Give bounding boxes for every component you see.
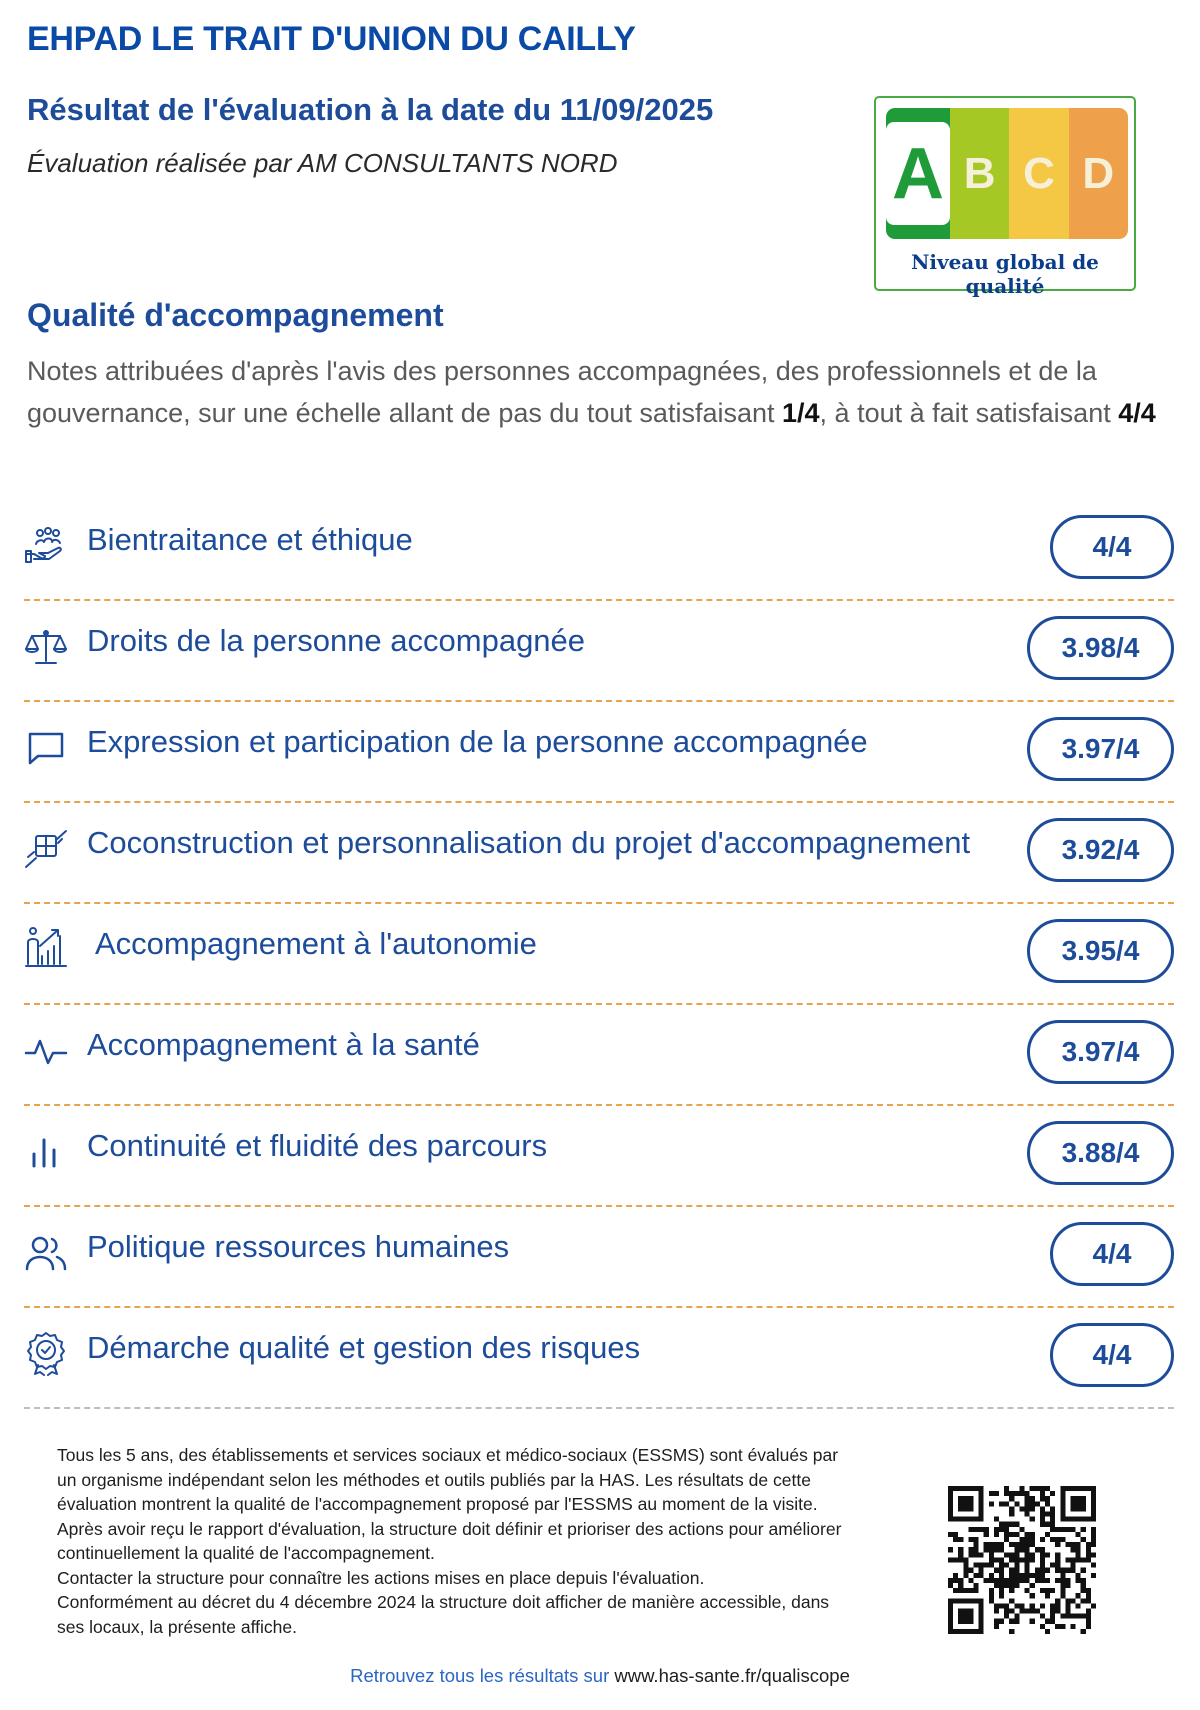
criterion-row <box>24 1005 1174 1106</box>
speech-bubble-icon <box>24 726 68 770</box>
scale-explanation <box>27 350 1177 434</box>
notice-line: Après avoir reçu le rapport d'évaluation, la structure doit définir et prioriser des actions pour améliorer <box>57 1518 842 1539</box>
grade-b: B <box>950 108 1009 239</box>
criterion-label: Bientraitance et éthique <box>87 522 413 557</box>
criterion-row <box>24 1106 1174 1207</box>
bar-chart-icon <box>24 1130 68 1174</box>
criterion-score: 3.88/4 <box>1027 1121 1174 1185</box>
criteria-list <box>24 500 1174 1409</box>
results-link[interactable]: www.has-sante.fr/qualiscope <box>614 1665 850 1686</box>
criterion-score: 3.98/4 <box>1027 616 1174 680</box>
criterion-row <box>24 904 1174 1005</box>
criterion-row <box>24 1207 1174 1308</box>
criterion-score: 4/4 <box>1050 1323 1174 1387</box>
criterion-score: 4/4 <box>1050 515 1174 579</box>
legal-notice <box>57 1443 947 1639</box>
notice-line: un organisme indépendant selon les méthodes et outils publiés par la HAS. Les résultats de cette <box>57 1469 811 1490</box>
criterion-score: 3.97/4 <box>1027 717 1174 781</box>
criterion-label: Politique ressources humaines <box>87 1229 510 1264</box>
criterion-label: Accompagnement à l'autonomie <box>95 926 537 961</box>
criterion-score: 3.97/4 <box>1027 1020 1174 1084</box>
criterion-score: 3.95/4 <box>1027 919 1174 983</box>
criterion-score: 3.92/4 <box>1027 818 1174 882</box>
grade-c: C <box>1009 108 1068 239</box>
users-icon <box>24 1231 68 1275</box>
grade-a: A <box>886 122 950 225</box>
quality-level-label: Niveau global de qualité <box>911 250 1099 298</box>
criterion-label: Continuité et fluidité des parcours <box>87 1128 548 1163</box>
criterion-row <box>24 702 1174 803</box>
criterion-row <box>24 500 1174 601</box>
notice-line: Conformément au décret du 4 décembre 2024 la structure doit afficher de manière accessible, dans <box>57 1592 830 1612</box>
scale-max: 4/4 <box>1118 398 1156 428</box>
criterion-label: Droits de la personne accompagnée <box>87 623 586 658</box>
evaluation-date: Résultat de l'évaluation à la date du 11/09/2025 <box>27 92 714 127</box>
quality-level-badge <box>874 96 1136 298</box>
intro-text-2: , à tout à fait satisfaisant <box>819 398 1119 428</box>
grade-d: D <box>1069 108 1128 239</box>
intro-text: Notes attribuées d'après l'avis des personnes accompagnées, des professionnels et de la gouvernance, sur une échelle allant de pas du tout satisfaisant <box>27 356 1097 428</box>
results-link-prefix: Retrouvez tous les résultats sur <box>350 1665 615 1686</box>
evaluator: Évaluation réalisée par AM CONSULTANTS NORD <box>27 148 618 178</box>
hand-people-icon <box>24 524 68 568</box>
qr-code[interactable] <box>948 1486 1096 1634</box>
person-growth-chart-icon <box>24 922 68 970</box>
notice-line: Tous les 5 ans, des établissements et services sociaux et médico-sociaux (ESSMS) sont évalués par <box>57 1445 839 1465</box>
criterion-label: Accompagnement à la santé <box>87 1027 480 1062</box>
heartbeat-icon <box>24 1029 68 1073</box>
puzzle-hands-icon <box>24 827 68 871</box>
criterion-label: Expression et participation de la personne accompagnée <box>87 724 868 759</box>
page-title: EHPAD LE TRAIT D'UNION DU CAILLY <box>27 20 636 58</box>
notice-line: ses locaux, la présente affiche. <box>57 1616 297 1637</box>
criterion-row <box>24 1308 1174 1409</box>
scales-icon <box>24 625 68 669</box>
criterion-row <box>24 601 1174 702</box>
scale-min: 1/4 <box>782 398 820 428</box>
notice-line: évaluation montrent la qualité de l'accompagnement proposé par l'ESSMS au moment de la visite. <box>57 1494 818 1514</box>
criterion-score: 4/4 <box>1050 1222 1174 1286</box>
notice-line: Contacter la structure pour connaître les actions mises en place depuis l'évaluation. <box>57 1567 705 1588</box>
criterion-label: Coconstruction et personnalisation du projet d'accompagnement <box>87 825 971 860</box>
grade-a-segment <box>886 108 950 239</box>
quality-badge-icon <box>24 1330 68 1376</box>
criterion-row <box>24 803 1174 904</box>
criterion-label: Démarche qualité et gestion des risques <box>87 1330 641 1365</box>
results-link-line <box>0 1665 1200 1687</box>
section-title: Qualité d'accompagnement <box>27 297 444 333</box>
notice-line: continuellement la qualité de l'accompagnement. <box>57 1543 435 1563</box>
quality-scale <box>886 108 1128 239</box>
